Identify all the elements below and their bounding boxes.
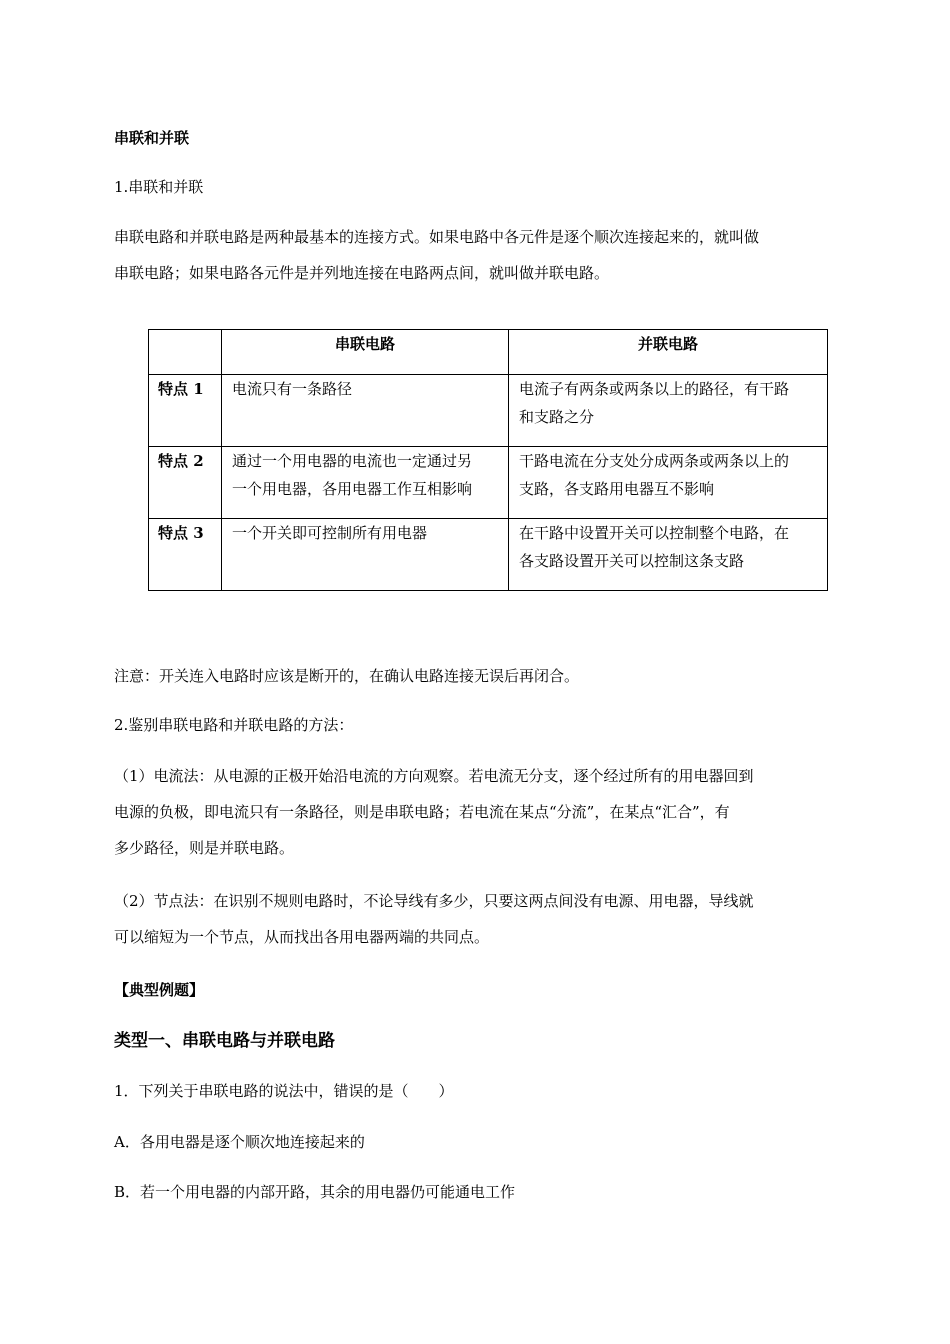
paragraph-line: 可以缩短为一个节点，从而找出各用电器两端的共同点。 xyxy=(114,928,490,946)
method1-paragraph xyxy=(114,758,836,866)
table-row xyxy=(149,375,828,447)
series-cell xyxy=(222,375,509,447)
paragraph-line: 电源的负极，即电流只有一条路径，则是串联电路；若电流在某点“分流”，在某点“汇合”，有 xyxy=(114,803,730,821)
table-row xyxy=(149,447,828,519)
paragraph-line: （2）节点法：在识别不规则电路时，不论导线有多少，只要这两点间没有电源、用电器，导线就 xyxy=(114,892,754,910)
section1-paragraph xyxy=(114,219,836,291)
option-a: A．各用电器是逐个顺次地连接起来的 xyxy=(114,1133,365,1151)
paragraph-line: （1）电流法：从电源的正极开始沿电流的方向观察。若电流无分支，逐个经过所有的用电器回到 xyxy=(114,767,754,785)
cell-line: 一个开关即可控制所有用电器 xyxy=(232,524,428,542)
question-stem: 1．下列关于串联电路的说法中，错误的是（ ） xyxy=(114,1082,454,1100)
paragraph-line: 串联电路和并联电路是两种最基本的连接方式。如果电路中各元件是逐个顺次连接起来的，就叫做 xyxy=(114,228,760,246)
cell-line: 电流子有两条或两条以上的路径，有干路 xyxy=(519,380,790,398)
cell-line: 各支路设置开关可以控制这条支路 xyxy=(519,552,745,570)
row-label: 特点 3 xyxy=(149,519,222,591)
table-header-row xyxy=(149,330,828,375)
table-row xyxy=(149,519,828,591)
section2-heading: 2.鉴别串联电路和并联电路的方法： xyxy=(114,716,354,734)
row-label: 特点 2 xyxy=(149,447,222,519)
method2-paragraph xyxy=(114,883,836,955)
comparison-table xyxy=(148,329,828,591)
option-b: B．若一个用电器的内部开路，其余的用电器仍可能通电工作 xyxy=(114,1183,516,1201)
cell-line: 支路，各支路用电器互不影响 xyxy=(519,480,715,498)
cell-line: 在干路中设置开关可以控制整个电路，在 xyxy=(519,524,790,542)
row-label: 特点 1 xyxy=(149,375,222,447)
document-title: 串联和并联 xyxy=(114,129,190,147)
cell-line: 电流只有一条路径 xyxy=(232,380,353,398)
parallel-cell xyxy=(509,375,828,447)
paragraph-line: 串联电路；如果电路各元件是并列地连接在电路两点间，就叫做并联电路。 xyxy=(114,264,610,282)
section1-heading: 1.串联和并联 xyxy=(114,178,204,196)
series-cell xyxy=(222,519,509,591)
parallel-cell xyxy=(509,447,828,519)
note-text: 注意：开关连入电路时应该是断开的，在确认电路连接无误后再闭合。 xyxy=(114,667,580,685)
cell-line: 和支路之分 xyxy=(519,408,595,426)
table-header-series: 串联电路 xyxy=(222,330,509,375)
paragraph-line: 多少路径，则是并联电路。 xyxy=(114,839,295,857)
cell-line: 通过一个用电器的电流也一定通过另 xyxy=(232,452,473,470)
parallel-cell xyxy=(509,519,828,591)
type-heading: 类型一、串联电路与并联电路 xyxy=(114,1031,335,1051)
examples-heading: 【典型例题】 xyxy=(114,981,205,999)
cell-line: 一个用电器，各用电器工作互相影响 xyxy=(232,480,473,498)
table-header-empty xyxy=(149,330,222,375)
table-header-parallel: 并联电路 xyxy=(509,330,828,375)
series-cell xyxy=(222,447,509,519)
cell-line: 干路电流在分支处分成两条或两条以上的 xyxy=(519,452,790,470)
